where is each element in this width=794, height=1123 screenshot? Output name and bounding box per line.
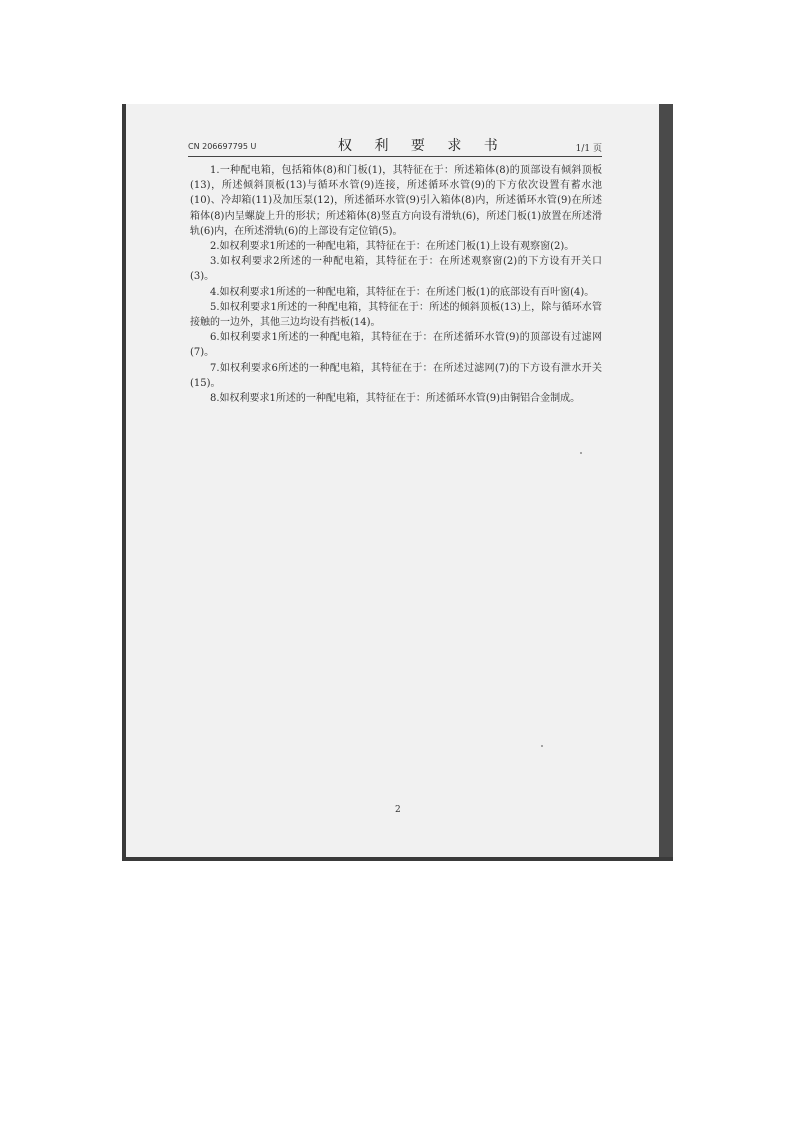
page-number: 2 bbox=[395, 805, 401, 815]
patent-number: CN 206697795 U bbox=[188, 142, 257, 151]
scan-bottom-edge bbox=[122, 857, 673, 861]
claim-4: 4.如权利要求1所述的一种配电箱，其特征在于：在所述门板(1)的底部设有百叶窗(4)。 bbox=[210, 286, 595, 298]
scan-right-edge bbox=[659, 104, 673, 861]
header-rule bbox=[188, 156, 602, 157]
page-header bbox=[188, 135, 602, 155]
scan-speck bbox=[541, 745, 543, 747]
claim-8: 8.如权利要求1所述的一种配电箱，其特征在于：所述循环水管(9)由铜铝合金制成。 bbox=[210, 393, 581, 405]
claim-1: 1.一种配电箱，包括箱体(8)和门板(1)，其特征在于：所述箱体(8)的顶部设有倾斜顶板(13)，所述倾斜顶板(13)与循环水管(9)连接，所述循环水管(9)的下方依次设置有蓄水池(10)、冷却箱(11)及加压泵(12)，所述循环水管(9)引入箱体(8)内，所述循环水管(9)在所述箱体(8)内呈螺旋上升的形状；所述箱体(8)竖直方向设有滑轨(6)，所述门板(1)放置在所述滑轨(6)内，在所述滑轨(6)的上部设有定位销(5)。 bbox=[190, 165, 602, 237]
page-count: 1/1 页 bbox=[575, 144, 602, 154]
claim-7: 7.如权利要求6所述的一种配电箱，其特征在于：在所述过滤网(7)的下方设有泄水开关(15)。 bbox=[190, 362, 602, 389]
claims-list bbox=[190, 163, 602, 406]
claim-3: 3.如权利要求2所述的一种配电箱，其特征在于：在所述观察窗(2)的下方设有开关口(3)。 bbox=[190, 256, 602, 283]
scan-left-edge bbox=[122, 104, 126, 861]
claim-5: 5.如权利要求1所述的一种配电箱，其特征在于：所述的倾斜顶板(13)上，除与循环水管接触的一边外，其他三边均设有挡板(14)。 bbox=[190, 301, 602, 329]
claim-2: 2.如权利要求1所述的一种配电箱，其特征在于：在所述门板(1)上设有观察窗(2)。 bbox=[210, 241, 575, 253]
scan-speck bbox=[580, 452, 582, 454]
claim-6: 6.如权利要求1所述的一种配电箱，其特征在于：在所述循环水管(9)的顶部设有过滤网(7)。 bbox=[190, 332, 602, 359]
page-title: 权 利 要 求 书 bbox=[338, 138, 507, 154]
